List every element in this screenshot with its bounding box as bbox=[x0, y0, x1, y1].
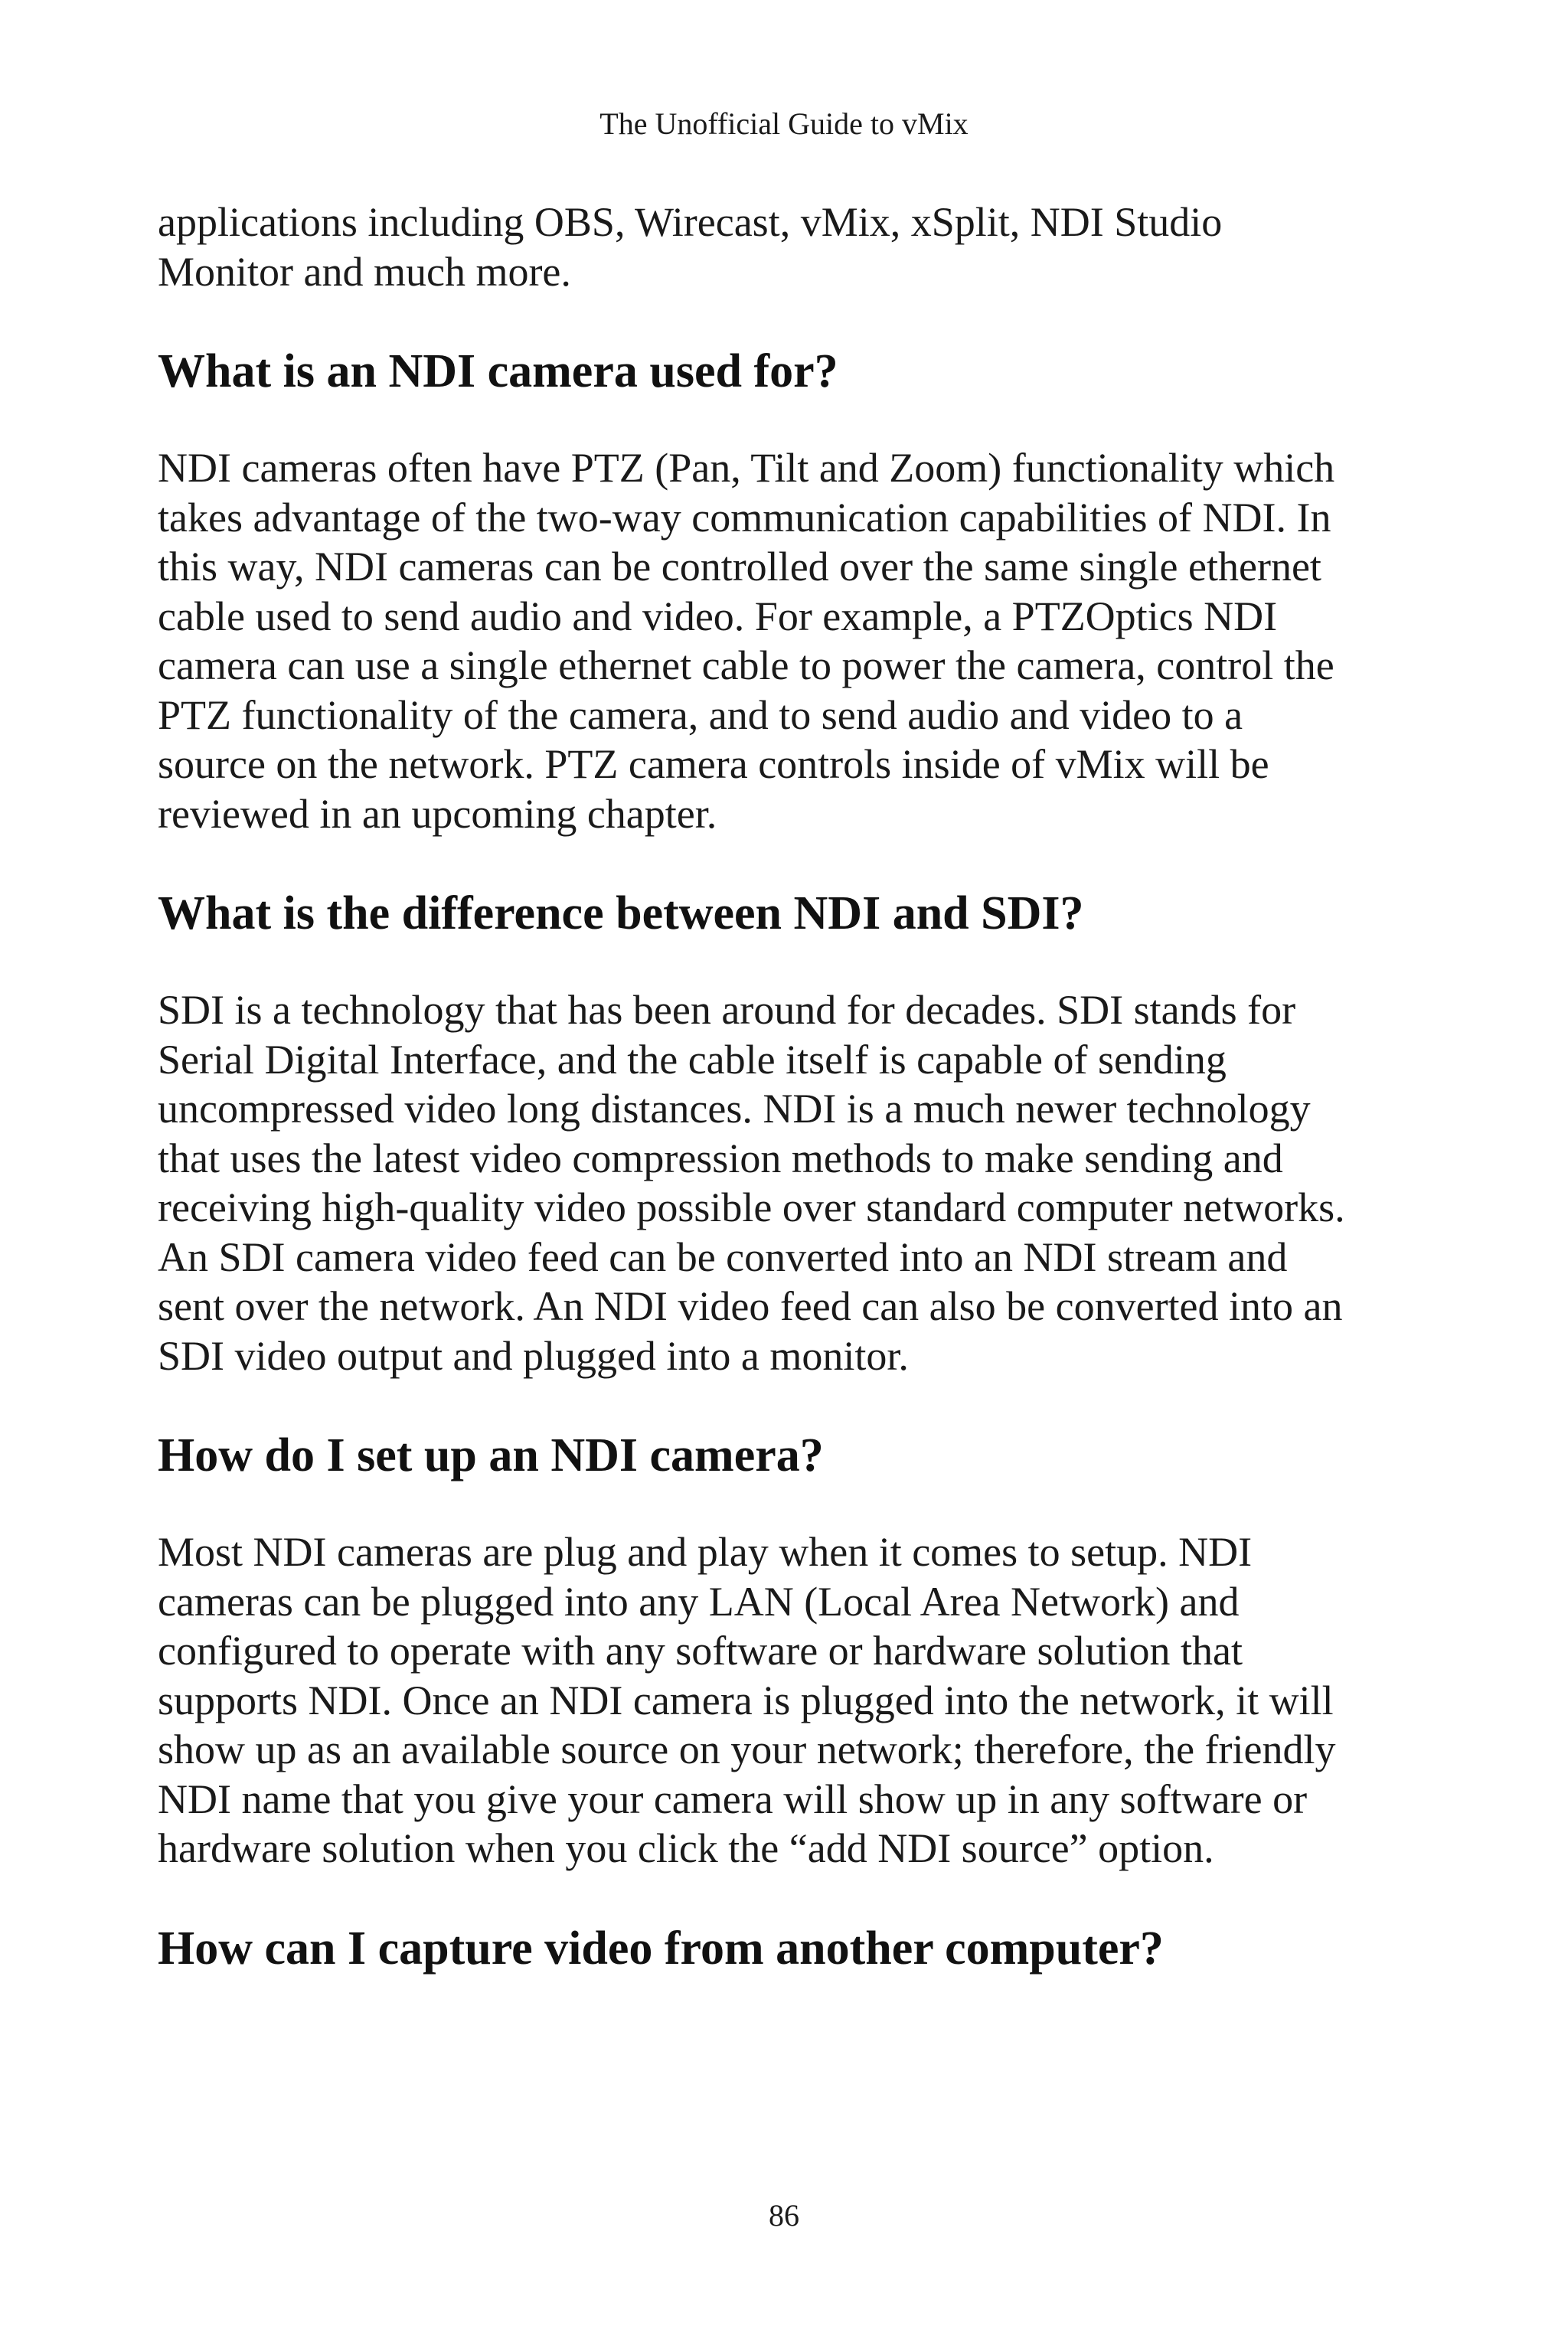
section-heading-ndi-camera-use: What is an NDI camera used for? bbox=[158, 345, 838, 397]
page-content bbox=[158, 198, 1352, 1978]
section-heading-ndi-vs-sdi: What is the difference between NDI and SDI? bbox=[158, 887, 1084, 939]
section-paragraph-setup-ndi-camera: Most NDI cameras are plug and play when it comes to setup. NDI cameras can be plugged into any LAN (Local Area Network) and configured to operate with any software or hardware solution that supports NDI. Once an NDI camera is plugged into the network, it will show up as an available source on your network; therefore, the friendly NDI name that you give your camera will show up in any software or hardware solution when you click the “add NDI source” option. bbox=[158, 1529, 1336, 1871]
section-heading-capture-video: How can I capture video from another computer? bbox=[158, 1922, 1164, 1975]
intro-paragraph: applications including OBS, Wirecast, vMix, xSplit, NDI Studio Monitor and much more. bbox=[158, 199, 1223, 295]
running-header: The Unofficial Guide to vMix bbox=[599, 106, 969, 141]
section-paragraph-ndi-vs-sdi: SDI is a technology that has been around for decades. SDI stands for Serial Digital Interface, and the cable itself is capable of sending uncompressed video long distances. NDI is a much newer technology that uses the latest video compression methods to make sending and receiving high-quality video possible over standard computer networks. An SDI camera video feed can be converted into an NDI stream and sent over the network. An NDI video feed can also be converted into an SDI video output and plugged into a monitor. bbox=[158, 987, 1345, 1379]
section-paragraph-ndi-camera-use: NDI cameras often have PTZ (Pan, Tilt and Zoom) functionality which takes advantage of the two-way communication capabilities of NDI. In this way, NDI cameras can be controlled over the same single ethernet cable used to send audio and video. For example, a PTZOptics NDI camera can use a single ethernet cable to power the camera, control the PTZ functionality of the camera, and to send audio and video to a source on the network. PTZ camera controls inside of vMix will be reviewed in an upcoming chapter. bbox=[158, 445, 1335, 837]
page-number: 86 bbox=[769, 2198, 799, 2233]
section-heading-setup-ndi-camera: How do I set up an NDI camera? bbox=[158, 1429, 824, 1481]
